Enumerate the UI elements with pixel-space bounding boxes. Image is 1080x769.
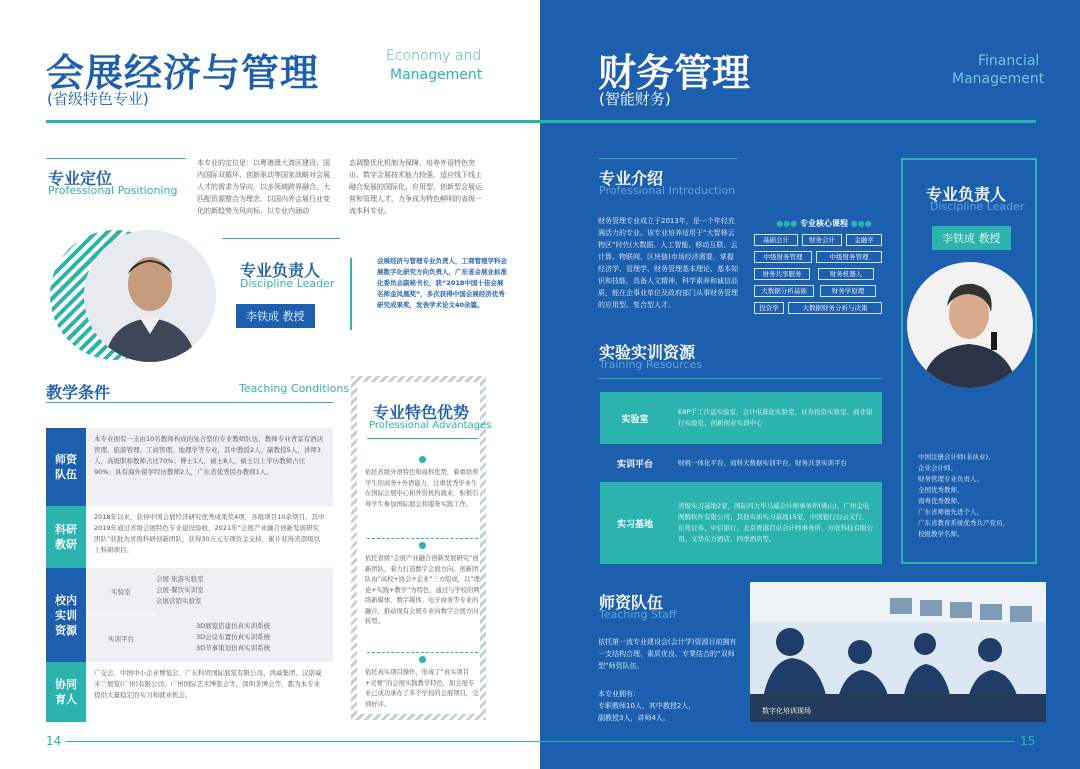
tc-sub-item: 3D会议布置仿真实训系统 <box>196 633 271 641</box>
bio-line: 校级教学名师。 <box>918 530 964 538</box>
footer-rule <box>540 741 1014 742</box>
classroom-image <box>750 582 1046 722</box>
course-cell: 大数据财务分析与决策 <box>788 302 882 314</box>
intro-title-en: Professional Introduction <box>599 184 736 197</box>
page-title-en-1: Economy and <box>386 48 482 64</box>
course-cell: 金融学 <box>846 234 882 246</box>
course-cell: 财务机器人 <box>818 268 874 280</box>
resource-label: 实验室 <box>600 392 670 444</box>
right-page <box>540 0 1080 769</box>
advantage-item: 依托省级“会展产业融合创新发展研究”创新团队，着力打造数字会展方向。创新团队由“高校+协会+企业”三方组成，以“理论+实践+教学”为特色，通过与学校的网络新媒体、数字媒体、电子商务等专业的融合，推动现有会展专业向数字会展方向转型。 <box>365 555 480 625</box>
bullet-dot-icon <box>419 456 426 463</box>
avatar <box>84 230 216 362</box>
page-number: 14 <box>46 734 62 748</box>
positioning-title-en: Professional Positioning <box>48 184 178 197</box>
photo-caption: 数字化培训现场 <box>762 707 811 715</box>
resources-rule <box>598 378 882 379</box>
course-cell: 财务会计 <box>802 234 842 246</box>
page-title-en-2: Management <box>952 71 1045 87</box>
leader-name-badge: 李铁成 教授 <box>932 226 1011 250</box>
title-rule <box>540 120 1036 123</box>
core-courses-label: 专业核心课程 <box>800 219 848 228</box>
tc-sub-item: 会展营销实验室 <box>156 597 202 605</box>
page-title: 会展经济与管理 <box>46 51 320 95</box>
teaching-rule <box>46 402 333 403</box>
title-rule <box>46 120 540 123</box>
footer-rule <box>66 741 540 742</box>
course-cell: 中级财务管理 <box>816 251 882 263</box>
course-cell: 财务共享服务 <box>754 268 810 280</box>
core-courses-title: ●●● 专业核心课程 ●●● <box>776 219 872 228</box>
person-icon <box>84 230 216 362</box>
faculty-title-en: Teaching Staff <box>599 608 677 621</box>
leader-name-badge: 李铁成 教授 <box>236 304 315 328</box>
bullet-dot-icon <box>419 542 426 549</box>
tc-sub-item: 3D节事策划仿真实训系统 <box>196 644 271 652</box>
adv-rule <box>367 438 478 439</box>
page-number: 15 <box>1020 734 1036 748</box>
person-icon <box>907 262 1033 388</box>
tc-row-resources <box>46 568 333 662</box>
leader-bio <box>918 452 1036 540</box>
bullet-dot-icon <box>419 656 426 663</box>
leader-title: 专业负责人 <box>926 185 1007 204</box>
resources-title: 实验实训资源 <box>599 343 696 362</box>
advantages-box <box>351 376 492 720</box>
page-title: 财务管理 <box>598 51 751 95</box>
faculty-stats <box>598 688 738 724</box>
advantages-title-en: Professional Advantages <box>369 420 492 431</box>
tc-label: 协同育人 <box>46 662 86 722</box>
bio-line: 中国注册会计师(非执业)、 <box>918 453 995 461</box>
resource-row-platform <box>600 446 882 480</box>
resource-text: 财税一体化平台、商科大数据实训平台、财务共享实训平台 <box>670 447 882 480</box>
leader-title: 专业负责人 <box>240 261 321 280</box>
faculty-title: 师资队伍 <box>599 593 664 612</box>
leader-title-en: Discipline Leader <box>930 200 1025 213</box>
tc-text: 2018年以来，获得中国会展经济研究优秀成果奖4项，各级项目10余项目，其中2019年通过省级会展特色专业建设验收，2021年“会展产业融合创新发展研究团队”获批为省级科研创新团队，获得30万元专项资金支持，累计获得省部级以上科研项目。 <box>94 513 325 554</box>
positioning-title: 专业定位 <box>48 169 113 188</box>
faculty-text: 依托第一流专业建设会(会计学)资源目前拥有一支结构合理、素质优良、专業结合的“双师型”师资队伍。 <box>598 638 737 670</box>
adv-divider <box>367 652 478 653</box>
bio-line: 企业会计师、 <box>918 464 957 472</box>
faculty-stats-line: 副教授3人，讲师4人。 <box>598 714 670 722</box>
resource-label: 实习基地 <box>600 482 670 564</box>
resource-text: 省级实习基地2家，国际四大毕马威会计师事务所(佛山)、广州金电图腾软件有限公司；其他实质实习基地15家，中国银行白云支行、东莞证券、中信银行、北京香港百卓会计师事务所、方欣科技有限公司、文华东方酒店、四季酒店等。 <box>670 482 882 564</box>
tc-sub-items <box>156 574 326 607</box>
bio-line: 广东省师德先进个人、 <box>918 508 983 516</box>
resource-text: ERP手工沙盘实验室、会计电算化实验室、证券投资实验室、商业银行实验室、创新创业实训中心 <box>670 392 882 444</box>
tc-sub-items <box>196 621 346 654</box>
course-cell: 大数据分析基础 <box>754 285 814 297</box>
advantage-item: 依托省级外语特色和商科优势，着重培养学生的商务+外语能力，注重优秀毕业生在国际会展中心和外资机构就业，积极引导学生参加国际展会和服务实践工作。 <box>365 469 479 508</box>
leader-title-en: Discipline Leader <box>240 277 335 290</box>
tc-label: 校内实训资源 <box>46 568 86 662</box>
tc-label: 科研教研 <box>46 506 86 568</box>
bio-bar <box>350 258 352 330</box>
tc-sub-item: 3D展览搭建仿真实训系统 <box>196 622 271 630</box>
tc-label: 师资队伍 <box>46 428 86 506</box>
resource-row-base <box>600 482 882 564</box>
page-title-en-2: Management <box>390 67 483 83</box>
classroom-photo <box>750 582 1046 722</box>
course-cell: 中级财务管理 <box>754 251 812 263</box>
intro-title: 专业介绍 <box>599 169 664 188</box>
resource-row-lab <box>600 392 882 444</box>
course-cell: 投资学 <box>754 302 784 314</box>
bio-line: 南粤优秀教师、 <box>918 497 964 505</box>
positioning-text-col2: 态调整优化机制为保障，培养外语特色突出、数字会展技术能力较强、适应线下线上融合发展的国际化、应用型、创新型会展运营和管理人才，力争成为特色鲜明的省级一流本科专业。 <box>349 159 482 215</box>
adv-divider <box>367 538 478 539</box>
tc-sub-label: 实验室 <box>86 568 156 615</box>
bio-line: 广东省教育系统优秀共产党员、 <box>918 519 1009 527</box>
faculty-stats-title: 本专业拥有： <box>598 690 640 698</box>
tc-sub-label: 实训平台 <box>108 635 134 643</box>
tc-row-faculty <box>46 428 333 506</box>
bio-line: 财务管理专业负责人、 <box>918 475 983 483</box>
avatar <box>907 262 1033 388</box>
bio-line: 全国优秀教师、 <box>918 486 964 494</box>
advantage-item: 依托真实项目操作，形成了“真实项目+竞赛”的会展实践教学特色，如会展专业已成功承办了多个学校的会展项目，受到好评。 <box>365 669 479 708</box>
section-rule <box>598 158 738 159</box>
course-cell: 基础会计 <box>754 234 798 246</box>
teaching-title: 教学条件 <box>46 383 111 402</box>
page-subtitle: (智能财务) <box>599 90 671 108</box>
tc-row-research <box>46 506 333 568</box>
tc-sub-item: 会展·旅游实验室 <box>156 575 204 583</box>
resources-title-en: Training Resources <box>599 358 703 371</box>
page-title-en-1: Financial <box>978 53 1040 69</box>
tc-text: 广交会、中国中小企业博览会、广东科贸国际展览有限公司、鸿威集团、汉诺威米兰展览(广州)有限公司、广州国际艺术博览会等、深圳茶博会等，都为本专业提供大量稳定的实习和就业机会。 <box>94 669 322 699</box>
section-rule <box>46 158 186 159</box>
page-subtitle: (省级特色专业) <box>47 90 149 108</box>
resource-label: 实训平台 <box>600 447 670 480</box>
teaching-title-en: Teaching Conditions <box>239 382 350 395</box>
advantages-title: 专业特色优势 <box>373 403 470 422</box>
leader-bio: 会展经济与管理专业负责人，工商管理学科会展数字化研究方向负责人，广东省会展业标准化委员会副秘书长，获“2018中国十佳会展名师金凤凰奖”，多次获得中国会展经济优秀研究成果奖，发表学术论文40余篇。 <box>377 257 507 309</box>
course-cell: 财务学原理 <box>820 285 876 297</box>
faculty-stats-line: 专职教师10人，其中教授2人， <box>598 702 696 710</box>
intro-text: 财务管理专业成立于2013年，是一个年轻充满活力的专业。该专业培养适用于“大智移云物区”时代(大数据、人工智能、移动互联、云计算、物联网、区块链)市场经济需要，掌握经济学、管理学、财务管理基本理论、基本知识和技能，具备人文精神、科学素养和诚信品质，能在企事业单位及政府部门从事财务管理的应用型、复合型人才。 <box>598 217 738 309</box>
tc-text: 本专业拥有一支由10名教师构成的复合型的专业教师队伍，教师专业背景有酒店管理、旅游管理、工商管理、地理学等专业，其中教授2人，副教授5人，讲师3人，高级职称教师占比70%；博士1人，硕士8人，硕士以上学历教师占比90%；具有海外留学经历教师2人，广东省优秀民办教师1人。 <box>94 435 324 476</box>
leader-rule <box>222 238 340 239</box>
tc-sub-item: 会展·餐饮实训室 <box>156 586 204 594</box>
tc-row-partnership <box>46 662 333 722</box>
positioning-text-col1: 本专业的定位是：以粤港澳大湾区建设、国内国际双循环、创新驱动等国家战略对会展人才的需求为导向，以多领域跨界融合、大匹配资源整合为理念，以国内外会展行业变化的新趋势为风向标，以专业内涵动 <box>197 159 330 215</box>
